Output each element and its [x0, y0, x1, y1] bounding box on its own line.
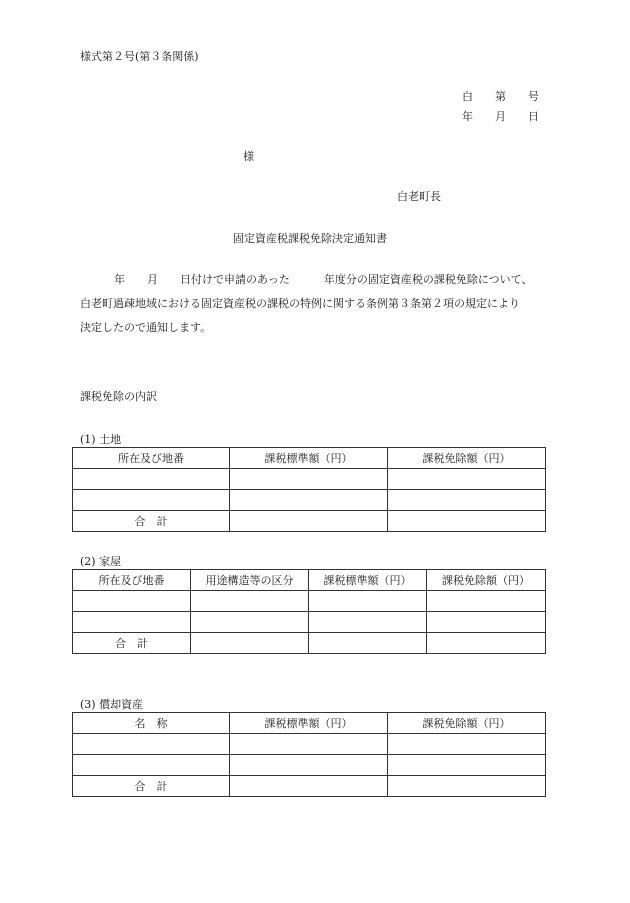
breakdown-title: 課税免除の内訳	[80, 390, 157, 403]
table-row	[73, 755, 546, 776]
table-total-row	[73, 511, 546, 532]
table-cell	[230, 755, 388, 776]
table-cell	[230, 490, 388, 511]
table-total-row	[73, 633, 546, 654]
header-tax-base: 課税標準額（円）	[309, 570, 427, 591]
header-location: 所在及び地番	[73, 570, 191, 591]
body-month: 月	[147, 273, 158, 286]
issue-date: 年 月 日	[462, 110, 539, 123]
table-cell	[309, 633, 427, 654]
body-paragraph	[80, 268, 560, 340]
house-section-label: (2) 家屋	[80, 555, 122, 568]
table-cell	[73, 755, 230, 776]
table-cell	[230, 734, 388, 755]
header-exemption: 課税免除額（円）	[427, 570, 546, 591]
table-row	[73, 591, 546, 612]
table-cell	[388, 734, 546, 755]
assets-table	[72, 712, 546, 797]
table-cell	[388, 490, 546, 511]
header-tax-base: 課税標準額（円）	[230, 713, 388, 734]
table-cell	[388, 511, 546, 532]
document-title: 固定資産税課税免除決定通知書	[233, 232, 387, 245]
table-cell	[309, 612, 427, 633]
sender: 白老町長	[397, 190, 441, 203]
table-total-row	[73, 776, 546, 797]
table-cell	[191, 591, 309, 612]
body-text-2: 年度分の固定資産税の課税免除について、	[323, 273, 533, 286]
header-location: 所在及び地番	[73, 448, 230, 469]
table-cell	[230, 469, 388, 490]
table-cell	[73, 490, 230, 511]
table-cell	[73, 469, 230, 490]
table-cell	[427, 591, 546, 612]
body-line-3: 決定したので通知します。	[80, 321, 212, 334]
table-cell	[191, 612, 309, 633]
table-row	[73, 469, 546, 490]
total-label: 合 計	[73, 776, 230, 797]
table-cell	[73, 734, 230, 755]
land-section-label: (1) 土地	[80, 433, 122, 446]
body-year: 年	[114, 273, 125, 286]
total-label: 合 計	[73, 511, 230, 532]
assets-section-label: (3) 償却資産	[80, 698, 144, 711]
table-cell	[388, 755, 546, 776]
table-cell	[230, 511, 388, 532]
table-cell	[388, 776, 546, 797]
body-line-1	[80, 268, 560, 292]
table-row	[73, 490, 546, 511]
header-tax-base: 課税標準額（円）	[230, 448, 388, 469]
reference-number: 白 第 号	[462, 90, 539, 103]
table-cell	[73, 612, 191, 633]
addressee-suffix: 様	[243, 150, 254, 163]
table-row	[73, 612, 546, 633]
total-label: 合 計	[73, 633, 191, 654]
table-cell	[73, 591, 191, 612]
table-header-row	[73, 448, 546, 469]
table-header-row	[73, 570, 546, 591]
header-exemption: 課税免除額（円）	[388, 713, 546, 734]
land-table	[72, 447, 546, 532]
table-cell	[427, 612, 546, 633]
house-table	[72, 569, 546, 654]
table-cell	[230, 776, 388, 797]
table-cell	[388, 469, 546, 490]
table-cell	[309, 591, 427, 612]
header-use-structure: 用途構造等の区分	[191, 570, 309, 591]
table-cell	[427, 633, 546, 654]
form-id: 様式第２号(第３条関係)	[80, 50, 199, 63]
table-row	[73, 734, 546, 755]
header-name: 名 称	[73, 713, 230, 734]
table-cell	[191, 633, 309, 654]
header-exemption: 課税免除額（円）	[388, 448, 546, 469]
table-header-row	[73, 713, 546, 734]
body-line-2: 白老町過疎地域における固定資産税の課税の特例に関する条例第３条第２項の規定により	[80, 297, 520, 310]
body-text-1: 日付けで申請のあった	[180, 273, 290, 286]
